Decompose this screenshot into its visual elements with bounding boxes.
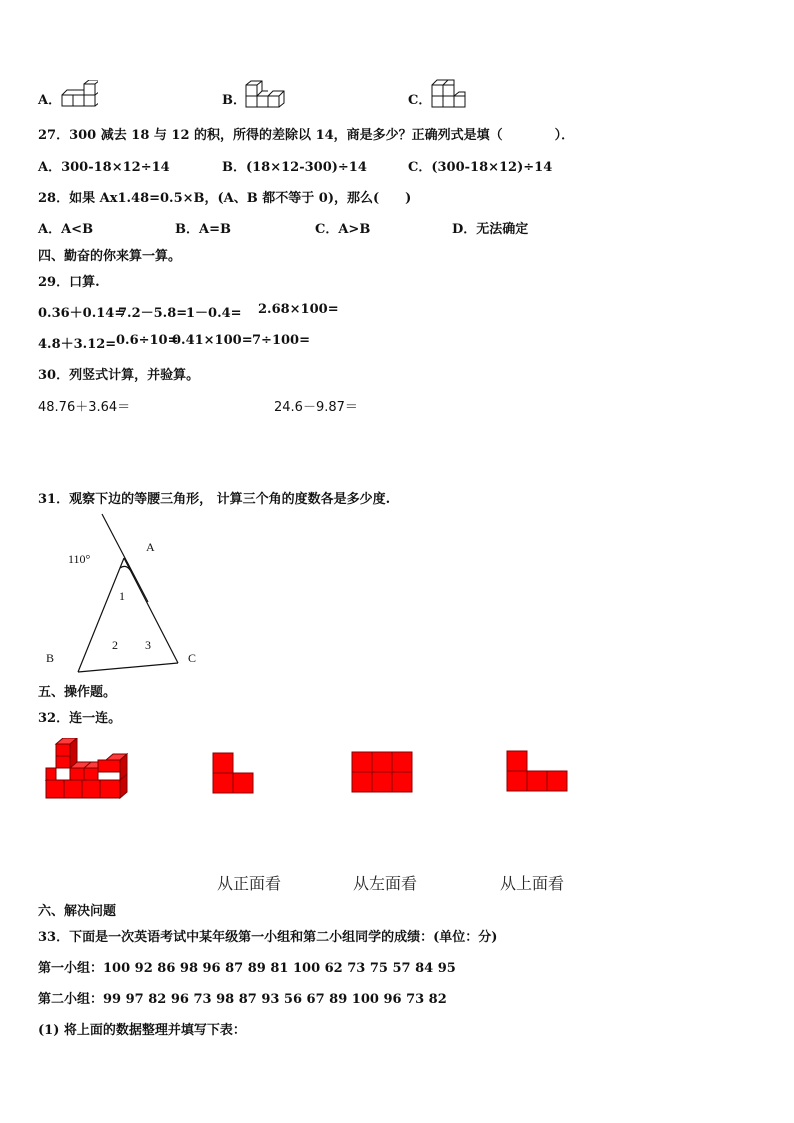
oral-calc-item: 0.41×100= (172, 333, 253, 348)
cube-figure-a (60, 80, 98, 112)
view-shape-grid (351, 751, 413, 793)
oral-calc-item: 1－0.4= (186, 306, 242, 321)
view-shape-l (212, 752, 256, 794)
oral-calc-item: 0.36＋0.14= (38, 306, 126, 321)
vertex-b-label: B (46, 651, 55, 665)
q27-option-b: B．(18×12-300)÷14 (222, 160, 367, 175)
section-4-heading: 四、勤奋的你来算一算。 (38, 249, 182, 264)
group-2-scores: 第二小组：99 97 82 96 73 98 87 93 56 67 89 100 96 73 82 (38, 992, 447, 1007)
oral-calc-item: 7÷100= (252, 333, 310, 348)
q27-option-a: A．300-18×12÷14 (38, 160, 170, 175)
question-31-text: 31．观察下边的等腰三角形， 计算三个角的度数各是多少度. (38, 492, 391, 507)
question-33-text: 33．下面是一次英语考试中某年级第一小组和第二小组同学的成绩：(单位：分) (38, 930, 498, 945)
question-27-text: 27．300 减去 18 与 12 的积，所得的差除以 14，商是多少？正确列式是填（ ）． (38, 128, 575, 143)
oral-calc-item: 2.68×100= (258, 302, 339, 317)
view-label-left: 从左面看 (353, 874, 418, 893)
option-c-label: C． (408, 93, 432, 108)
view-label-front: 从正面看 (217, 874, 282, 893)
angle-110-label: 110° (68, 552, 91, 566)
red-cube-stack-figure (44, 738, 128, 802)
question-32-text: 32．连一连。 (38, 711, 122, 726)
question-33-part-1: (1) 将上面的数据整理并填写下表： (38, 1023, 246, 1038)
angle-3-label: 3 (145, 638, 151, 652)
question-30-text: 30．列竖式计算，并验算。 (38, 368, 200, 383)
cube-figure-c (430, 78, 468, 112)
q28-option-a: A．A<B (38, 222, 94, 237)
angle-1-label: 1 (119, 589, 125, 603)
vertical-calc-2: 24.6－9.87＝ (274, 400, 358, 415)
vertex-a-label: A (146, 540, 155, 554)
option-a-label: A． (38, 93, 62, 108)
cube-figure-b (244, 79, 290, 113)
vertical-calc-1: 48.76＋3.64＝ (38, 400, 131, 415)
option-b-label: B． (222, 93, 246, 108)
q28-option-b: B．A=B (175, 222, 231, 237)
question-28-text: 28．如果 Ax1.48=0.5×B，(A、B 都不等于 0)，那么( ) (38, 191, 412, 206)
oral-calc-item: 7.2－5.8= (118, 306, 188, 321)
view-label-top: 从上面看 (500, 874, 565, 893)
question-29-text: 29．口算. (38, 275, 100, 290)
section-5-heading: 五、操作题。 (38, 685, 117, 700)
q28-option-d: D．无法确定 (452, 222, 529, 237)
q28-option-c: C．A>B (315, 222, 371, 237)
angle-2-label: 2 (112, 638, 118, 652)
view-shape-long-l (506, 750, 568, 792)
group-1-scores: 第一小组：100 92 86 98 96 87 89 81 100 62 73 75 57 84 95 (38, 961, 456, 976)
oral-calc-item: 0.6÷10= (116, 333, 179, 348)
section-6-heading: 六、解决问题 (38, 904, 117, 919)
vertex-c-label: C (188, 651, 197, 665)
q27-option-c: C．(300-18×12)÷14 (408, 160, 553, 175)
oral-calc-item: 4.8＋3.12= (38, 337, 117, 352)
